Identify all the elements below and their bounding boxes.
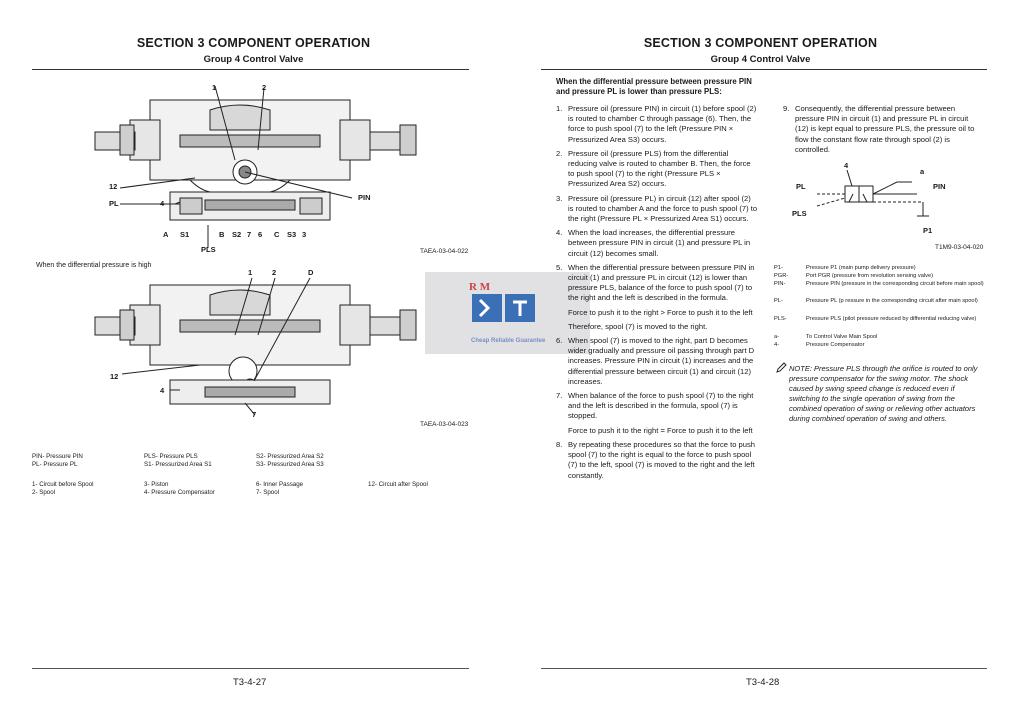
legend-pin: PIN- Pressure PIN [32, 453, 83, 460]
fig1-code: TAEA-03-04-022 [420, 248, 469, 255]
step-1: 1. Pressure oil (pressure PIN) in circuit (1) before spool (2) is routed to chamber C through passage (6). Then, the force to push spool (7) to the left (Pressure PIN × Pressurized Area S3) occurs. [556, 104, 757, 144]
schem-label-a: a [920, 167, 925, 176]
abbr-pl: PL- Pressure PL (p ressure in the corresponding circuit after main spool) [774, 298, 978, 304]
fig2-label-d: D [308, 268, 314, 277]
step-8: 8. By repeating these procedures so that the force to push spool (7) to the right is equal to the force to push spool (7) to the left, spool (7) is moved to the right and the left constantly. [556, 439, 756, 480]
schem-label-pin: PIN [933, 182, 946, 191]
legend-s1: S1- Pressurized Area S1 [144, 461, 212, 468]
fig2-label-12: 12 [110, 372, 119, 381]
fig1-label-s3: S3 [287, 230, 297, 239]
schem-label-4: 4 [844, 161, 849, 170]
section-title: SECTION 3 COMPONENT OPERATION [643, 36, 878, 50]
right-page [507, 0, 1014, 720]
step-5-formula: Force to push it to the right > Force to push it to the left [568, 307, 753, 317]
fig1-label-12: 12 [109, 182, 118, 191]
valve-diagram-high-pressure [30, 275, 450, 425]
legend-12: 12- Circuit after Spool [368, 481, 428, 488]
step-7-formula: Force to push it to the right = Force to push it to the left [568, 425, 753, 435]
abbr-4: 4- Pressure Compensator [774, 342, 865, 348]
fig2-label-2: 2 [272, 268, 277, 277]
legend-s2: S2- Pressurized Area S2 [256, 453, 324, 460]
fig1-label-6: 6 [258, 230, 263, 239]
fig2-label-1: 1 [248, 268, 253, 277]
header-rule [541, 69, 987, 70]
fig1-label-2: 2 [262, 83, 267, 92]
schematic-code: T1M9-03-04-020 [935, 244, 984, 251]
abbr-pin: PIN- Pressure PIN (pressure in the corresponding circuit before main spool) [774, 281, 984, 287]
group-title: Group 4 Control Valve [203, 54, 304, 65]
fig1-label-pls: PLS [201, 245, 216, 254]
group-title: Group 4 Control Valve [710, 54, 811, 65]
step-6: 6. When spool (7) is moved to the right, part D becomes wider gradually and pressure oil passing through part D increases. Pressure PIN in circuit (1) increases and the differential pressure between circuit (1) and circuit (12) increases. [556, 336, 755, 386]
note-pencil-icon [775, 362, 787, 374]
legend-pls: PLS- Pressure PLS [144, 453, 198, 460]
note-text: NOTE: Pressure PLS through the orifice is routed to only pressure compensator for the swing motor. The shock caused by swing speed change is reduced even if switching to the single operation of swing from the combined operation of swing or relieving other actuators during combined operation of swing and others. [789, 364, 978, 423]
fig2-code: TAEA-03-04-023 [420, 421, 469, 428]
step-2: 2. Pressure oil (pressure PLS) from the differential reducing valve is routed to chamber B. Then, the force to push spool (7) to the right (Pressure PLS × Pressurized Area S2) occurs. [556, 148, 751, 189]
compensator-schematic [797, 158, 977, 238]
legend-2: 2- Spool [32, 489, 56, 496]
fig2-label-4: 4 [160, 386, 165, 395]
step-3: 3. Pressure oil (pressure PL) in circuit (12) after spool (2) is routed to chamber A and the force to push spool (7) to the right (Pressure PL × Pressurized Area S1) occurs. [556, 193, 758, 224]
legend-1: 1- Circuit before Spool [32, 481, 94, 488]
svg-text:R M: R M [469, 281, 491, 293]
legend-s3: S3- Pressurized Area S3 [256, 461, 324, 468]
fig1-label-s1: S1 [180, 230, 190, 239]
abbr-pls: PLS- Pressure PLS (pilot pressure reduced by differential reducing valve) [774, 316, 977, 322]
schem-label-p1: P1 [923, 226, 933, 235]
page-number: T3-4-28 [746, 677, 780, 688]
fig1-label-b: B [219, 230, 225, 239]
schem-label-pls: PLS [792, 209, 807, 218]
abbr-a: a- To Control Valve Main Spool [774, 334, 878, 340]
fig2-label-7: 7 [252, 410, 257, 419]
legend-7: 7- Spool [256, 489, 280, 496]
page-number: T3-4-27 [233, 677, 267, 688]
legend-3: 3- Piston [144, 481, 169, 488]
fig1-label-3: 3 [302, 230, 307, 239]
abbr-p1: P1- Pressure P1 (main pump delivery pressure) [774, 265, 916, 271]
step-9: 9. Consequently, the differential pressure between pressure PIN in circuit (1) and pressure PL in circuit (12) is kept equal to pressure PLS, the pressure oil to flow the constant flow rate through spool (2) is controlled. [783, 104, 975, 154]
fig1-label-s2: S2 [232, 230, 242, 239]
fig1-label-c: C [274, 230, 280, 239]
step-7: 7. When balance of the force to push spool (7) to the right and the left is described in the formula, spool (7) is stopped. [556, 391, 754, 421]
fig1-label-pin: PIN [358, 193, 371, 202]
step-5: 5. When the differential pressure between pressure PIN in circuit (1) and pressure PL in circuit (12) is lower than pressure PLS, balance of the force to push spool (7) to the right and the left is described in the formula. [556, 262, 755, 303]
steps-list [556, 104, 758, 485]
watermark-text: Cheap Reliable Guarantee [471, 338, 546, 344]
section-heading: When the differential pressure between pressure PIN and pressure PL is lower than pressure PLS: [556, 77, 752, 96]
fig1-label-pl: PL [109, 199, 119, 208]
fig1-label-1: 1 [212, 83, 217, 92]
fig1-label-4: 4 [160, 199, 165, 208]
header-rule [32, 69, 469, 70]
step-4: 4. When the load increases, the differential pressure between pressure PIN in circuit (1) and pressure PL in circuit (12) becomes small. [556, 228, 751, 258]
legend-4: 4- Pressure Compensator [144, 489, 215, 496]
schem-label-pl: PL [796, 182, 806, 191]
fig1-label-a: A [163, 230, 169, 239]
footer-rule [541, 668, 987, 669]
abbr-pgr: PGR- Port PGR (pressure from revolution sensing valve) [774, 273, 934, 279]
fig1-label-7: 7 [247, 230, 252, 239]
step-5-result: Therefore, spool (7) is moved to the right. [568, 321, 708, 331]
legend-6: 6- Inner Passage [256, 481, 304, 488]
fig2-caption: When the differential pressure is high [36, 262, 152, 269]
footer-rule [32, 668, 469, 669]
legend-pl: PL- Pressure PL [32, 461, 78, 468]
section-title: SECTION 3 COMPONENT OPERATION [136, 36, 371, 50]
